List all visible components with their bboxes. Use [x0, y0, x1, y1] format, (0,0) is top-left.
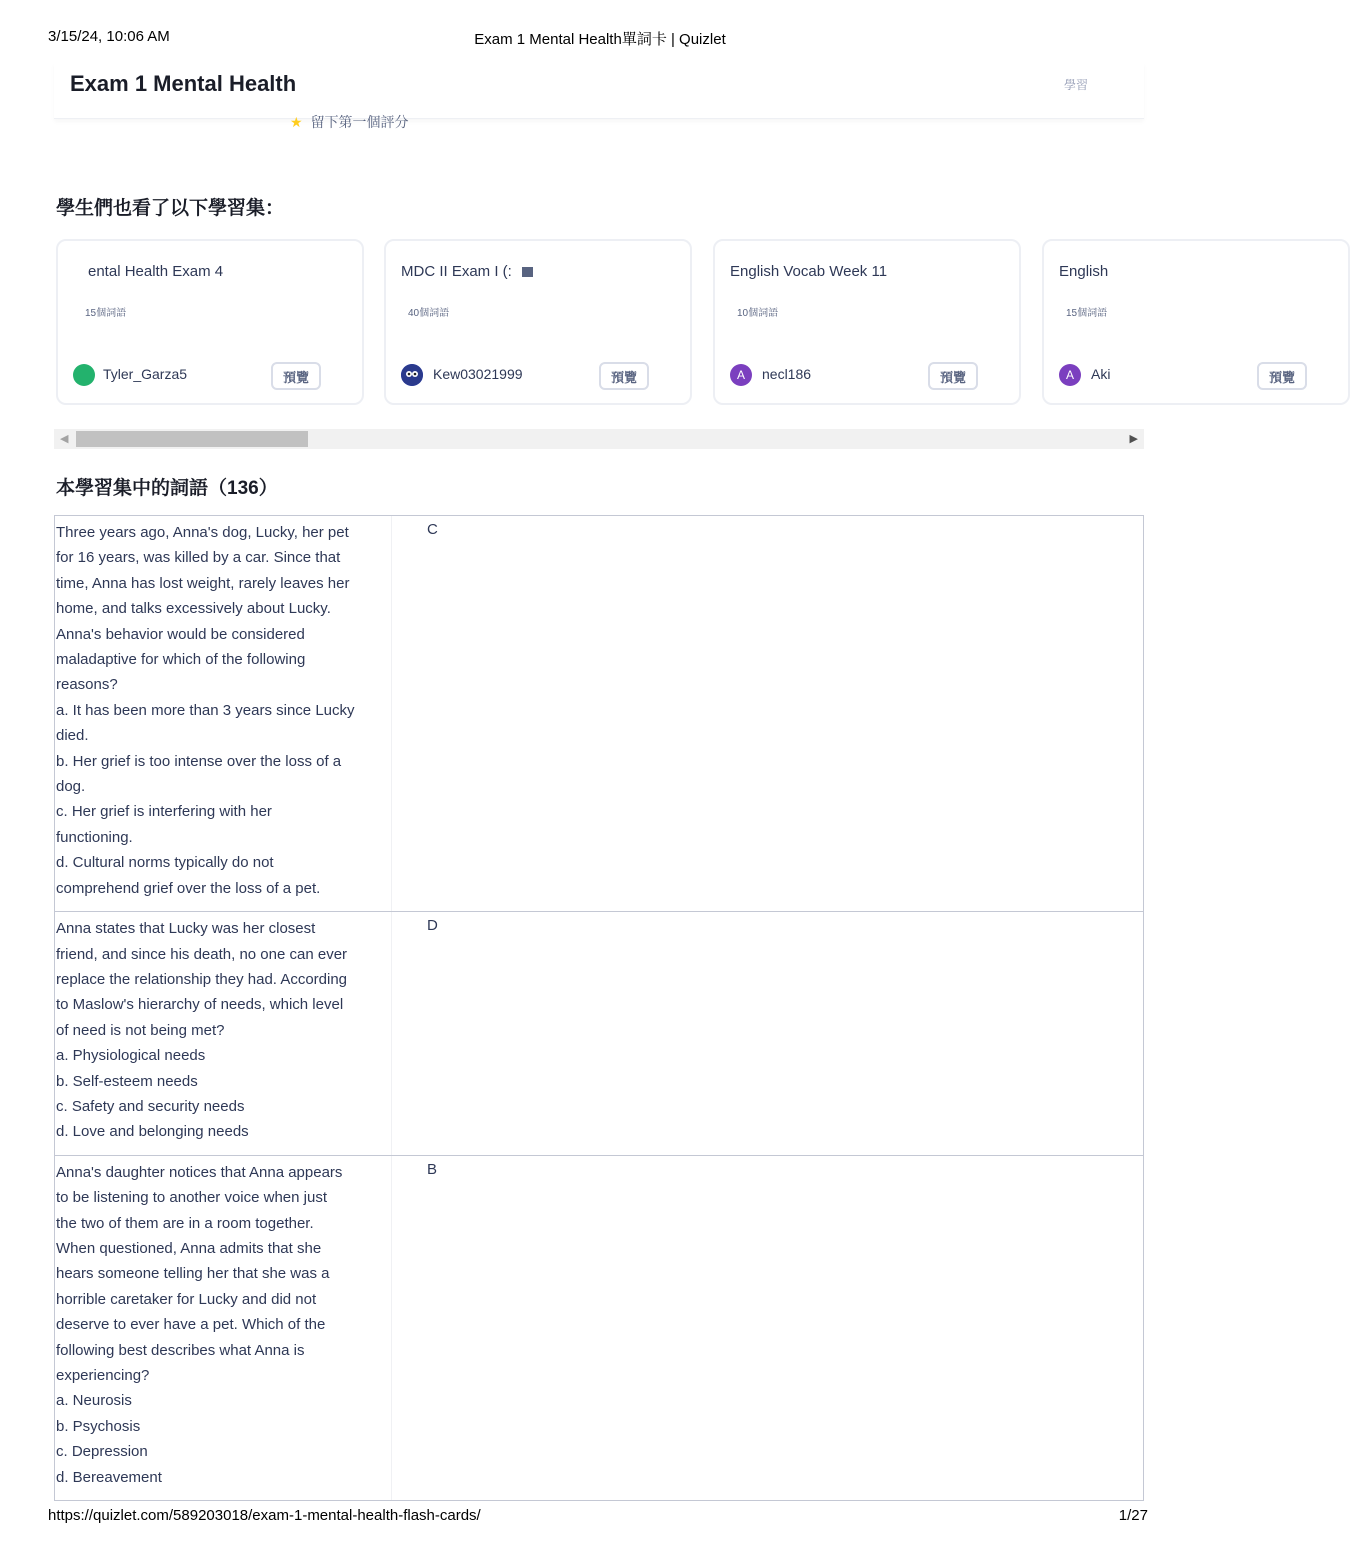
- related-set-card[interactable]: [1042, 239, 1350, 405]
- avatar: [401, 364, 423, 386]
- set-card-title: MDC II Exam I (:: [401, 263, 531, 280]
- related-set-card[interactable]: [384, 239, 692, 405]
- term-line: b. Her grief is too intense over the loss of a: [56, 752, 342, 770]
- term-line: maladaptive for which of the following: [56, 651, 306, 669]
- term-line: c. Her grief is interfering with her: [56, 803, 272, 821]
- term-line: friend, and since his death, no one can ever: [56, 945, 348, 963]
- set-card-term-count: 15個詞語: [85, 308, 127, 319]
- term-line: c. Safety and security needs: [56, 1097, 245, 1115]
- print-datetime: 3/15/24, 10:06 AM: [48, 28, 170, 45]
- term-line: reasons?: [56, 676, 118, 694]
- rate-link[interactable]: [290, 112, 409, 132]
- term-line: Anna's behavior would be considered: [56, 625, 305, 643]
- preview-button[interactable]: 預覽: [1257, 362, 1307, 390]
- preview-button[interactable]: 預覽: [928, 362, 978, 390]
- term-answer: C: [427, 521, 438, 538]
- set-card-term-count: 10個詞語: [737, 308, 779, 319]
- term-line: horrible caretaker for Lucky and did not: [56, 1290, 317, 1308]
- term-line: the two of them are in a room together.: [56, 1214, 314, 1232]
- print-page-number: 1/27: [1118, 1507, 1148, 1524]
- term-row: [55, 912, 1143, 1156]
- term-line: a. Neurosis: [56, 1392, 132, 1410]
- print-footer: [48, 1507, 1148, 1527]
- set-card-term-count: 40個詞語: [408, 308, 450, 319]
- set-card-term-count: 15個詞語: [1066, 308, 1108, 319]
- term-line: experiencing?: [56, 1367, 150, 1384]
- term-line: of need is not being met?: [56, 1021, 225, 1039]
- term-question: [55, 516, 392, 911]
- print-header: [48, 28, 1152, 48]
- related-set-card[interactable]: [56, 239, 364, 405]
- preview-button[interactable]: 預覽: [271, 362, 321, 390]
- terms-table: [54, 515, 1144, 1501]
- scroll-left-arrow-icon[interactable]: ◀: [60, 433, 69, 445]
- set-header-bar: [54, 62, 1144, 119]
- term-line: hears someone telling her that she was a: [56, 1265, 330, 1283]
- term-line: When questioned, Anna admits that she: [56, 1239, 322, 1257]
- term-line: a. It has been more than 3 years since Lucky: [56, 701, 355, 719]
- avatar: A: [730, 364, 752, 386]
- term-line: deserve to ever have a pet. Which of the: [56, 1316, 326, 1334]
- term-line: following best describes what Anna is: [56, 1341, 305, 1359]
- image-icon: [522, 267, 533, 277]
- term-answer: B: [427, 1160, 438, 1178]
- term-question: [55, 1156, 392, 1500]
- term-line: b. Psychosis: [56, 1417, 141, 1435]
- star-icon: ★: [290, 114, 303, 130]
- terms-heading: 本學習集中的詞語（136）: [56, 478, 278, 499]
- term-line: died.: [56, 727, 89, 745]
- term-line: comprehend grief over the loss of a pet.: [56, 879, 321, 897]
- carousel-scrollbar[interactable]: [54, 429, 1144, 449]
- scrollbar-thumb[interactable]: [76, 431, 308, 447]
- print-url: https://quizlet.com/589203018/exam-1-mental-health-flash-cards/: [48, 1507, 481, 1524]
- term-line: d. Cultural norms typically do not: [56, 854, 274, 872]
- set-card-title: English: [1059, 263, 1109, 280]
- term-line: for 16 years, was killed by a car. Since that: [56, 549, 341, 567]
- set-card-author[interactable]: Aki: [1091, 366, 1111, 382]
- term-line: Anna states that Lucky was her closest: [56, 920, 316, 938]
- preview-button[interactable]: 預覽: [599, 362, 649, 390]
- term-line: home, and talks excessively about Lucky.: [56, 600, 331, 618]
- term-line: c. Depression: [56, 1443, 148, 1461]
- related-sets-heading: 學生們也看了以下學習集：: [56, 198, 285, 219]
- term-line: d. Bereavement: [56, 1468, 162, 1486]
- rate-label: 留下第一個評分: [310, 114, 409, 130]
- term-question: [55, 912, 392, 1155]
- print-page-title: Exam 1 Mental Health單詞卡 | Quizlet: [474, 31, 726, 48]
- term-line: a. Physiological needs: [56, 1047, 206, 1065]
- term-line: to Maslow's hierarchy of needs, which level: [56, 996, 344, 1014]
- set-card-author[interactable]: necl186: [762, 366, 812, 382]
- set-card-title: English Vocab Week 11: [730, 263, 888, 280]
- learn-button[interactable]: 學習: [1063, 78, 1088, 92]
- term-line: to be listening to another voice when just: [56, 1189, 328, 1207]
- term-line: dog.: [56, 778, 86, 796]
- term-row: [55, 516, 1143, 912]
- related-sets-carousel: [85, 237, 1295, 413]
- set-card-author[interactable]: Kew03021999: [433, 366, 523, 382]
- term-answer: D: [427, 917, 438, 935]
- term-line: Three years ago, Anna's dog, Lucky, her pet: [56, 524, 349, 541]
- avatar: A: [1059, 364, 1081, 386]
- term-line: d. Love and belonging needs: [56, 1123, 249, 1141]
- avatar: [73, 364, 95, 386]
- related-set-card[interactable]: [713, 239, 1021, 405]
- set-card-title: ental Health Exam 4: [88, 263, 224, 280]
- scroll-right-arrow-icon[interactable]: ▶: [1129, 433, 1138, 445]
- term-line: b. Self-esteem needs: [56, 1072, 198, 1090]
- term-row: [55, 1156, 1143, 1500]
- term-line: functioning.: [56, 828, 133, 846]
- term-line: replace the relationship they had. According: [56, 970, 348, 988]
- set-card-author[interactable]: Tyler_Garza5: [103, 366, 188, 382]
- page-title: Exam 1 Mental Health: [70, 71, 297, 96]
- term-line: time, Anna has lost weight, rarely leaves her: [56, 574, 350, 592]
- term-line: Anna's daughter notices that Anna appears: [56, 1163, 343, 1181]
